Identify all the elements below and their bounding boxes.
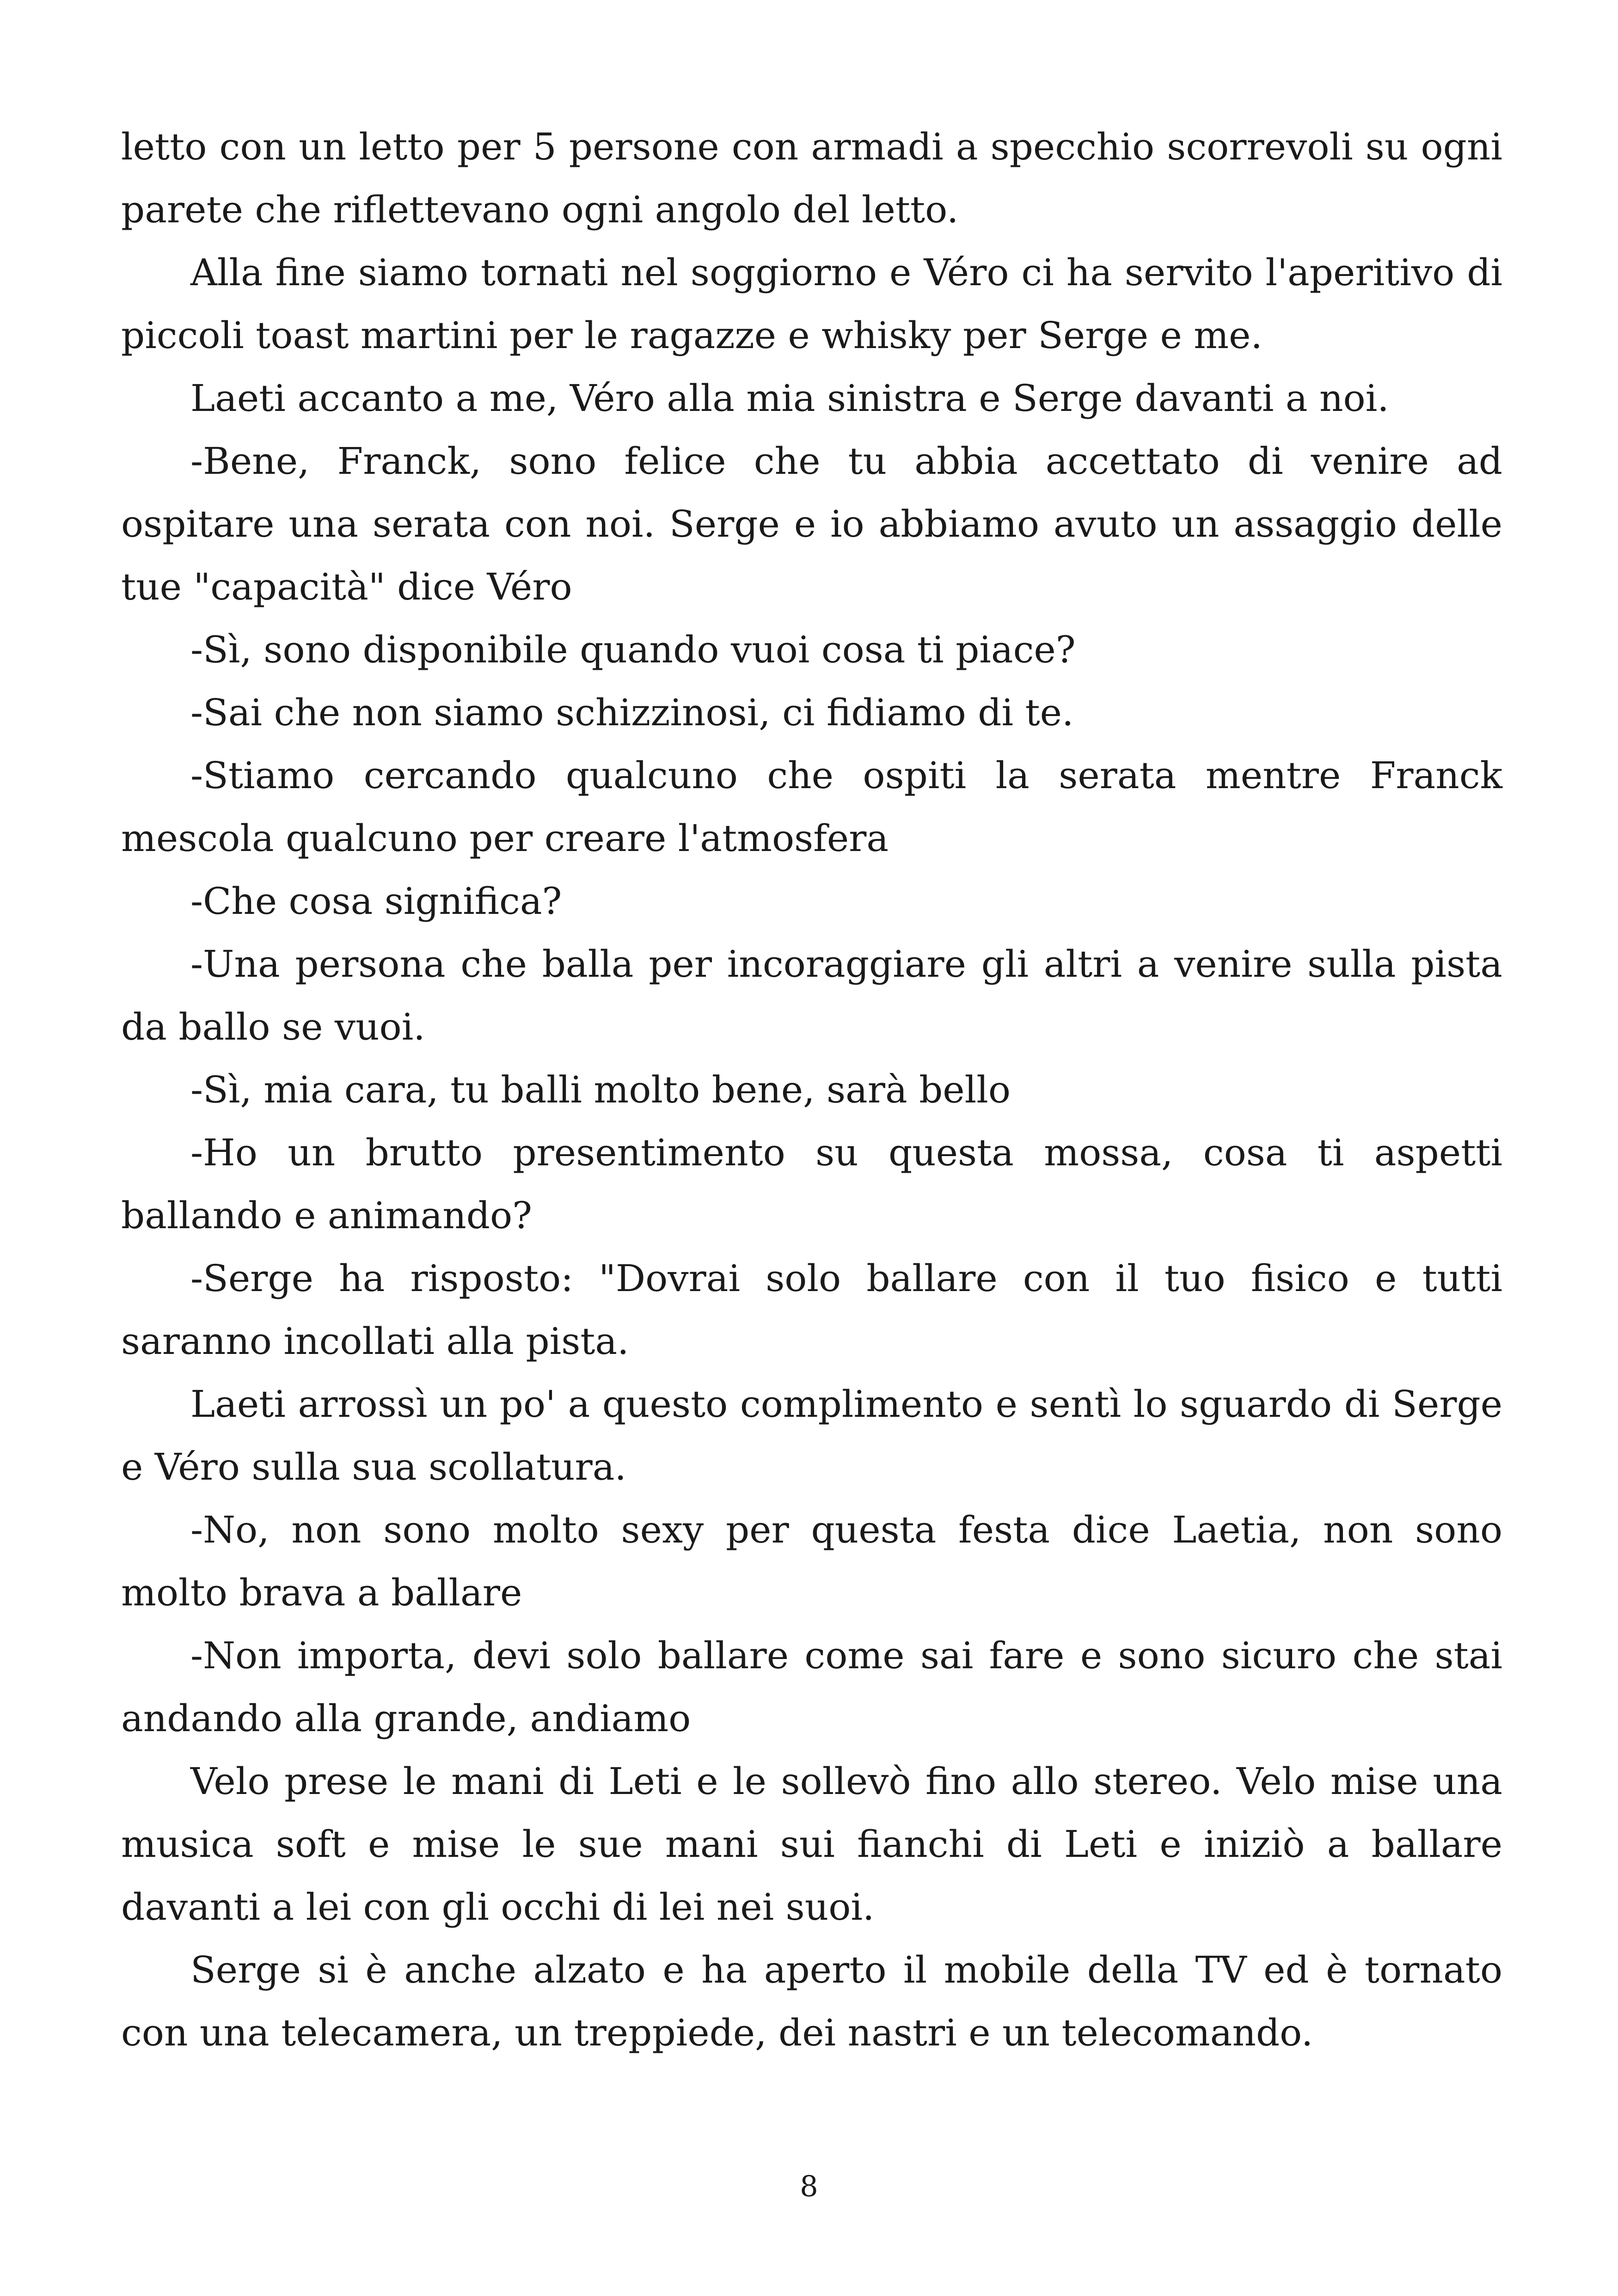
paragraph: -Sai che non siamo schizzinosi, ci fidiamo di te.	[190, 691, 1074, 734]
paragraph: Laeti accanto a me, Véro alla mia sinistra e Serge davanti a noi.	[190, 377, 1389, 420]
paragraph: -Bene, Franck, sono felice che tu abbia accettato di venire ad ospitare una serata con noi. Serge e io abbiamo avuto un assaggio delle tue "capacità" dice Véro	[121, 440, 1502, 608]
page-number: 8	[800, 2169, 818, 2203]
paragraph: Serge si è anche alzato e ha aperto il mobile della TV ed è tornato con una telecamera, un treppiede, dei nastri e un telecomando.	[121, 1948, 1502, 2054]
paragraph: -Una persona che balla per incoraggiare gli altri a venire sulla pista da ballo se vuoi.	[121, 943, 1502, 1048]
paragraph: -Ho un brutto presentimento su questa mossa, cosa ti aspetti ballando e animando?	[121, 1131, 1502, 1237]
paragraph: -Non importa, devi solo ballare come sai fare e sono sicuro che stai andando alla grande, andiamo	[121, 1634, 1502, 1740]
paragraph: -Serge ha risposto: "Dovrai solo ballare con il tuo fisico e tutti saranno incollati alla pista.	[121, 1257, 1502, 1363]
paragraph: letto con un letto per 5 persone con armadi a specchio scorrevoli su ogni parete che riflettevano ogni angolo del letto.	[121, 125, 1502, 231]
paragraph: Laeti arrossì un po' a questo complimento e sentì lo sguardo di Serge e Véro sulla sua scollatura.	[121, 1383, 1502, 1488]
paragraph: -No, non sono molto sexy per questa festa dice Laetia, non sono molto brava a ballare	[121, 1508, 1502, 1614]
paragraph: -Che cosa significa?	[190, 880, 562, 923]
paragraph: Alla fine siamo tornati nel soggiorno e Véro ci ha servito l'aperitivo di piccoli toast martini per le ragazze e whisky per Serge e me.	[121, 251, 1502, 357]
paragraph: -Sì, mia cara, tu balli molto bene, sarà bello	[190, 1068, 1011, 1111]
paragraph: Velo prese le mani di Leti e le sollevò fino allo stereo. Velo mise una musica soft e mise le sue mani sui fianchi di Leti e iniziò a ballare davanti a lei con gli occhi di lei nei suoi.	[121, 1760, 1502, 1929]
body-text	[121, 116, 1502, 2064]
paragraph: -Sì, sono disponibile quando vuoi cosa ti piace?	[190, 628, 1076, 671]
paragraph: -Stiamo cercando qualcuno che ospiti la serata mentre Franck mescola qualcuno per creare l'atmosfera	[121, 754, 1502, 860]
